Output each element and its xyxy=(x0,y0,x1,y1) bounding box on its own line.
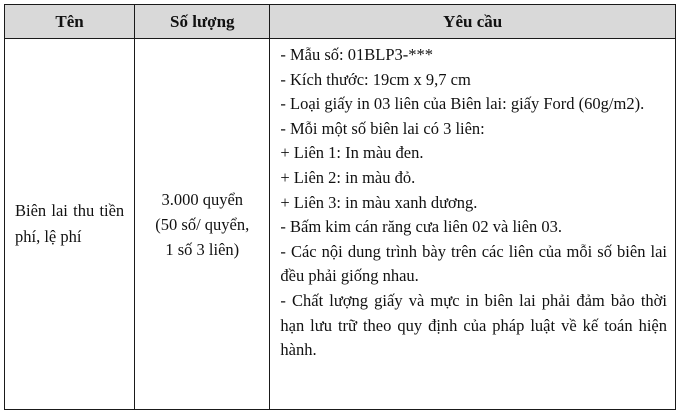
quantity-line: (50 số/ quyển, xyxy=(155,214,250,234)
requirement-line: + Liên 1: In màu đen. xyxy=(280,143,424,163)
requirement-line: + Liên 3: in màu xanh dương. xyxy=(280,192,478,212)
quantity-line: 1 số 3 liên) xyxy=(165,239,240,259)
header-row xyxy=(5,5,676,39)
requirement-line: - Chất lượng giấy và mực in biên lai phải đảm bảo thời hạn lưu trữ theo quy định của pháp luật về kế toán hiện hành. xyxy=(280,290,667,360)
requirement-line: - Kích thước: 19cm x 9,7 cm xyxy=(280,69,471,89)
table-row xyxy=(5,39,676,410)
cell-quantity xyxy=(135,39,270,410)
requirement-line: - Các nội dung trình bày trên các liên của mỗi số biên lai đều phải giống nhau. xyxy=(280,241,667,286)
requirement-line: - Bấm kim cán răng cưa liên 02 và liên 03. xyxy=(280,217,562,237)
quantity-line: 3.000 quyển xyxy=(161,189,244,209)
requirement-line: - Mỗi một số biên lai có 3 liên: xyxy=(280,118,485,138)
requirement-line: - Mẫu số: 01BLP3-*** xyxy=(280,45,433,64)
requirements-table xyxy=(4,4,676,410)
cell-item-name: Biên lai thu tiền phí, lệ phí xyxy=(5,39,135,410)
header-requirements: Yêu cầu xyxy=(270,5,676,39)
cell-requirements xyxy=(270,39,676,410)
requirement-line: - Loại giấy in 03 liên của Biên lai: giấy Ford (60g/m2). xyxy=(280,94,645,114)
table-body xyxy=(5,39,676,410)
requirement-line: + Liên 2: in màu đỏ. xyxy=(280,167,416,187)
header-name: Tên xyxy=(5,5,135,39)
table-header xyxy=(5,5,676,39)
header-quantity: Số lượng xyxy=(135,5,270,39)
